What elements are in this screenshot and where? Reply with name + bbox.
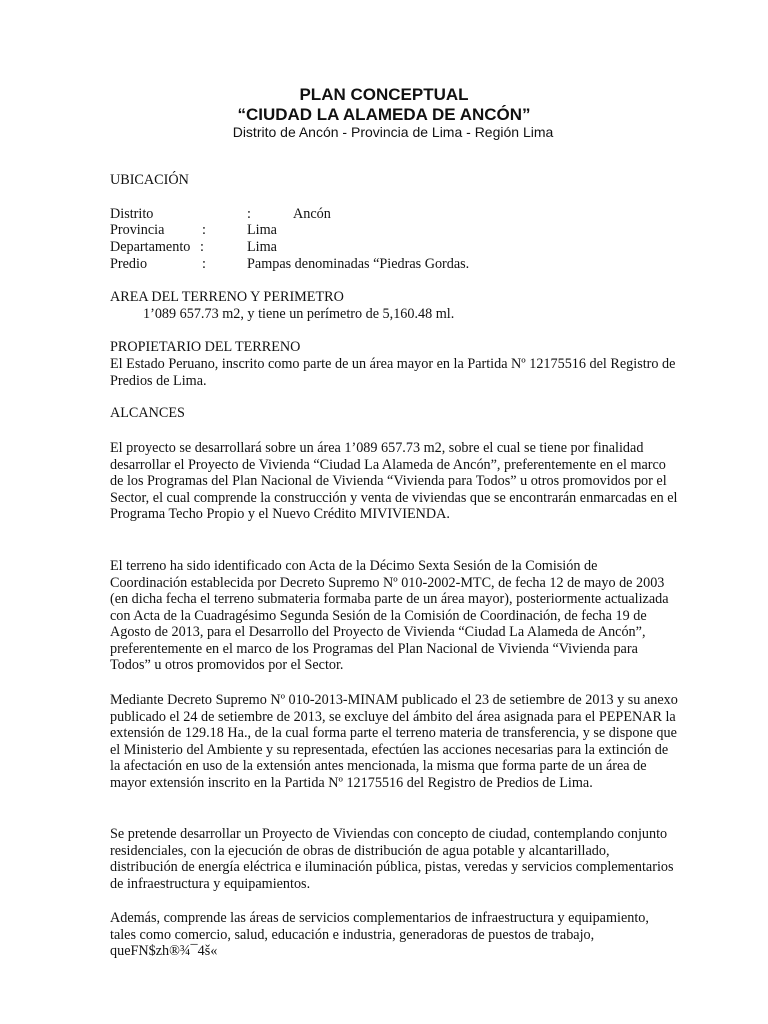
ubicacion-row-departamento <box>110 239 678 256</box>
row-separator: : <box>247 206 251 222</box>
row-value: Pampas denominadas “Piedras Gordas. <box>247 256 470 272</box>
ubicacion-row-predio <box>110 256 678 273</box>
alcances-paragraph-5: Además, comprende las áreas de servicios complementarios de infraestructura y equipamiento, tales como comercio, salud, educación e industria, generadoras de puestos de trabajo, queFN$zh®¾¯4š« <box>110 910 649 959</box>
alcances-paragraph-3: Mediante Decreto Supremo Nº 010-2013-MINAM publicado el 23 de setiembre de 2013 y su anexo publicado el 24 de setiembre de 2013, se excluye del ámbito del área asignada para el PEPENAR la extensión de 129.18 Ha., de la cual forma parte el terreno materia de transferencia, y se dispone que el Ministerio del Ambiente y su representada, efectúen las acciones necesarias para la extinción de la afectación en uso de la extensión antes mencionada, la misma que forma parte de un área de mayor extensión inscrito en la Partida Nº 12175516 del Registro de Predios de Lima. <box>110 692 678 791</box>
project-title: “CIUDAD LA ALAMEDA DE ANCÓN” <box>237 105 531 124</box>
row-separator: : <box>202 256 206 272</box>
propietario-heading: PROPIETARIO DEL TERRENO <box>110 339 301 355</box>
page-title: PLAN CONCEPTUAL <box>299 85 469 104</box>
ubicacion-heading: UBICACIÓN <box>110 172 189 188</box>
propietario-text: El Estado Peruano, inscrito como parte de un área mayor en la Partida Nº 12175516 del Registro de Predios de Lima. <box>110 356 676 389</box>
alcances-paragraph-2: El terreno ha sido identificado con Acta de la Décimo Sexta Sesión de la Comisión de Coordinación establecida por Decreto Supremo Nº 010-2002-MTC, de fecha 12 de mayo de 2003 (en dicha fecha el terreno submateria formaba parte de un área mayor), posteriormente actualizada con Acta de la Cuadragésimo Segunda Sesión de la Comisión de Coordinación, de fecha 19 de Agosto de 2013, para el Desarrollo del Proyecto de Vivienda “Ciudad La Alameda de Ancón”, preferentemente en el marco de los Programas del Plan Nacional de Vivienda “Vivienda para Todos” u otros promovidos por el Sector. <box>110 558 669 673</box>
row-label: Provincia <box>110 222 165 238</box>
row-value: Lima <box>247 239 277 255</box>
alcances-heading: ALCANCES <box>110 405 185 421</box>
row-label: Predio <box>110 256 148 272</box>
row-separator: : <box>200 239 204 255</box>
row-value: Ancón <box>293 206 331 222</box>
area-text: 1’089 657.73 m2, y tiene un perímetro de 5,160.48 ml. <box>143 306 455 322</box>
alcances-paragraph-4: Se pretende desarrollar un Proyecto de Viviendas con concepto de ciudad, contemplando conjunto residenciales, con la ejecución de obras de distribución de agua potable y alcantarillado, distribución de energía eléctrica e iluminación pública, pistas, veredas y servicios complementarios de infraestructura y equipamientos. <box>110 826 674 892</box>
ubicacion-row-provincia <box>110 222 678 239</box>
row-label: Distrito <box>110 206 154 222</box>
ubicacion-row-distrito <box>110 206 678 223</box>
area-heading: AREA DEL TERRENO Y PERIMETRO <box>110 289 344 305</box>
row-separator: : <box>202 222 206 238</box>
alcances-paragraph-1: El proyecto se desarrollará sobre un área 1’089 657.73 m2, sobre el cual se tiene por finalidad desarrollar el Proyecto de Vivienda “Ciudad La Alameda de Ancón”, preferentemente en el marco de los Programas del Plan Nacional de Vivienda “Vivienda para Todos” u otros promovidos por el Sector, el cual comprende la construcción y venta de viviendas que se encontrarán enmarcadas en el Programa Techo Propio y el Nuevo Crédito MIVIVIENDA. <box>110 440 678 522</box>
location-subtitle: Distrito de Ancón - Provincia de Lima - Región Lima <box>232 124 554 140</box>
row-value: Lima <box>247 222 277 238</box>
row-label: Departamento <box>110 239 191 255</box>
